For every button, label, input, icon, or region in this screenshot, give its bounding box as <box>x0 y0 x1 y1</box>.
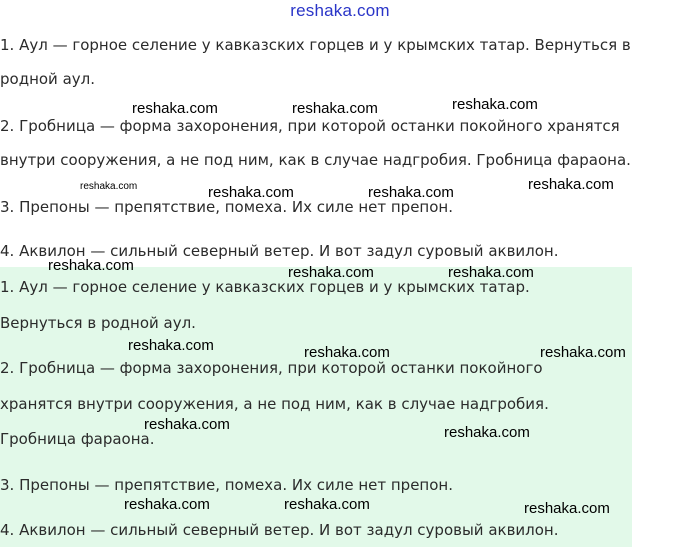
text-line: 4. Аквилон — сильный северный ветер. И вот задул суровый аквилон. <box>0 242 559 260</box>
text-line: 3. Препоны — препятствие, помеха. Их силе нет препон. <box>0 198 453 216</box>
text-line: 1. Аул — горное селение у кавказских горцев и у крымских татар. Вернуться в <box>0 36 631 54</box>
watermark: reshaka.com <box>132 100 218 117</box>
watermark: reshaka.com <box>292 100 378 117</box>
text-line: родной аул. <box>0 70 95 88</box>
watermark: reshaka.com <box>144 416 230 433</box>
text-line: Вернуться в родной аул. <box>0 314 196 332</box>
text-line: 2. Гробница — форма захоронения, при которой останки покойного <box>0 359 543 377</box>
watermark: reshaka.com <box>304 344 390 361</box>
watermark: reshaka.com <box>80 181 138 192</box>
text-line: 3. Препоны — препятствие, помеха. Их силе нет препон. <box>0 476 453 494</box>
watermark: reshaka.com <box>284 496 370 513</box>
watermark: reshaka.com <box>524 500 610 517</box>
watermark: reshaka.com <box>444 424 530 441</box>
text-line: 2. Гробница — форма захоронения, при которой останки покойного хранятся <box>0 117 620 135</box>
text-line: 1. Аул — горное селение у кавказских горцев и у крымских татар. <box>0 278 530 296</box>
watermark: reshaka.com <box>48 257 134 274</box>
text-line: Гробница фараона. <box>0 430 155 448</box>
watermark: reshaka.com <box>124 496 210 513</box>
watermark: reshaka.com <box>208 184 294 201</box>
watermark: reshaka.com <box>288 264 374 281</box>
watermark: reshaka.com <box>128 337 214 354</box>
watermark: reshaka.com <box>452 96 538 113</box>
watermark: reshaka.com <box>368 184 454 201</box>
text-line: хранятся внутри сооружения, а не под ним, как в случае надгробия. <box>0 395 549 413</box>
watermark: reshaka.com <box>540 344 626 361</box>
watermark: reshaka.com <box>448 264 534 281</box>
watermark: reshaka.com <box>528 176 614 193</box>
header-watermark: reshaka.com <box>290 1 390 20</box>
text-line: внутри сооружения, а не под ним, как в случае надгробия. Гробница фараона. <box>0 151 631 169</box>
text-line: 4. Аквилон — сильный северный ветер. И вот задул суровый аквилон. <box>0 521 559 539</box>
